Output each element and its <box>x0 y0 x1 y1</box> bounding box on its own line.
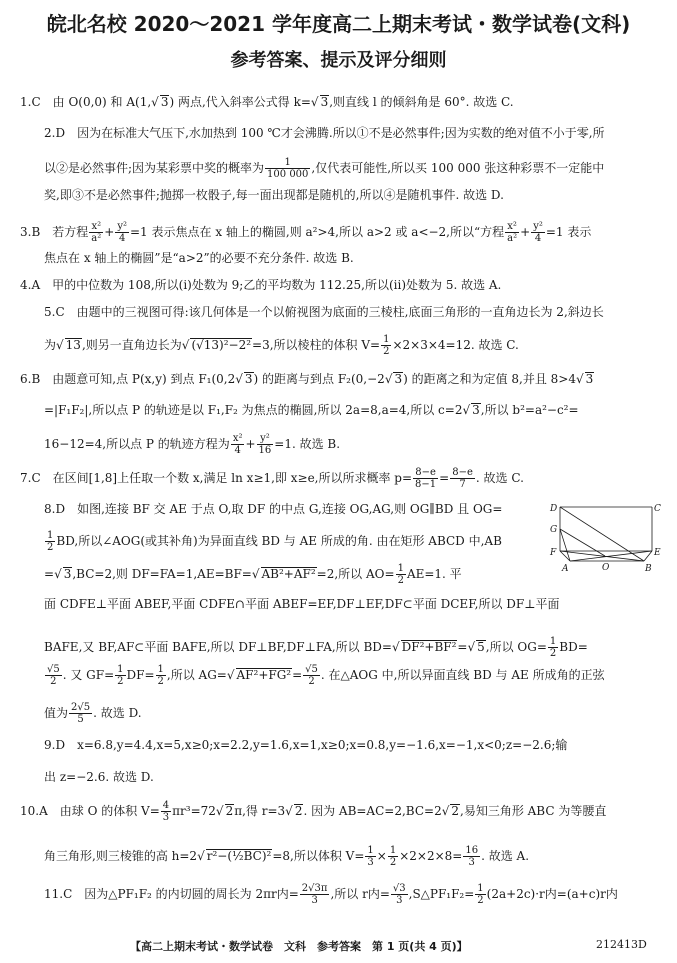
solution-line <box>44 305 662 319</box>
fraction-denominator: 4 <box>118 233 126 244</box>
fraction-denominator: 3 <box>468 857 475 868</box>
radicand: 3 <box>394 372 403 386</box>
text-run: ) 的距离之和为定值 8,并且 8>4 <box>403 372 577 386</box>
radical-sign: √ <box>441 804 450 818</box>
solution-line <box>44 636 662 659</box>
answer-subtitle: 参考答案、提示及评分细则 <box>230 50 447 71</box>
fraction <box>265 157 310 180</box>
text-run: 6.B 由题意可知,点 P(x,y) 到点 F₁(0,2 <box>20 372 236 386</box>
text-run: 9.D x=6.8,y=4.4,x=5,x≥0;x=2.2,y=1.6,x=1,x≥0;x=0.8,y=−1.6,x=−1,x<0;z=−2.6;输 <box>44 738 568 752</box>
fraction <box>505 221 519 244</box>
fraction <box>303 664 320 687</box>
text-run: ,所以 AG= <box>166 668 227 682</box>
text-run: 为 <box>44 338 57 352</box>
fraction-numerator: 1 <box>47 530 54 541</box>
fraction-denominator: 3 <box>396 895 403 906</box>
fraction-denominator: 16 <box>258 445 272 456</box>
radicand: 5 <box>477 640 485 654</box>
text-run: + <box>245 437 256 451</box>
radical <box>56 338 82 352</box>
radicand: 3 <box>472 403 480 417</box>
radical <box>462 403 480 417</box>
fraction-denominator: 2 <box>397 575 404 586</box>
fraction-denominator: 2 <box>157 676 164 687</box>
fraction <box>156 664 166 687</box>
fraction-numerator: 1 <box>383 334 390 345</box>
solution-line <box>44 702 662 725</box>
text-run: 10.A 由球 O 的体积 V= <box>20 804 160 818</box>
fraction-numerator: 1 <box>477 883 484 894</box>
fraction-denominator: 3 <box>162 812 170 823</box>
text-run: ,所以 r内= <box>330 887 390 901</box>
text-run: 以②是必然事件;因为某彩票中奖的概率为 <box>44 161 265 175</box>
solution-line <box>44 664 662 687</box>
radical <box>392 640 457 654</box>
text-run: = <box>457 640 468 654</box>
text-run: . 故选 A. <box>481 849 530 863</box>
fraction-numerator: x² <box>505 221 519 233</box>
text-run: BD,所以∠AOG(或其补角)为异面直线 BD 与 AE 所成的角. 由在矩形 ABCD 中,AB <box>56 534 502 548</box>
label-g: G <box>550 525 558 535</box>
radical <box>576 372 594 386</box>
text-run: ×2×2×8= <box>399 849 463 863</box>
fraction-denominator: 2 <box>308 676 315 687</box>
text-run: ×2×3×4=12. 故选 C. <box>392 338 519 352</box>
fraction-numerator: 1 <box>265 157 310 169</box>
text-run: = <box>44 567 55 581</box>
fraction-numerator: 1 <box>157 664 164 675</box>
text-run: 8.D 如图,连接 BF 交 AE 于点 O,取 DF 的中点 G,连接 OG,AG,则 OG∥BD 且 OG= <box>44 502 503 516</box>
text-run: =1 表示焦点在 x 轴上的椭圆,则 a²>4,所以 a>2 或 a<−2,所以“方程 <box>130 225 505 239</box>
radical-sign: √ <box>384 372 393 386</box>
label-e: E <box>654 548 661 558</box>
radicand: 3 <box>244 372 253 386</box>
radicand: 3 <box>320 95 329 109</box>
radical-sign: √ <box>56 338 64 352</box>
fraction-denominator: 4 <box>534 233 542 244</box>
text-run: = <box>439 471 450 485</box>
text-run: ) 两点,代入斜率公式得 k= <box>169 95 311 109</box>
solution-line <box>44 334 662 357</box>
fraction-denominator: 8−1 <box>415 479 437 490</box>
radicand: (√13)²−2² <box>191 338 252 352</box>
fraction-numerator: 1 <box>397 563 404 574</box>
radical <box>197 849 272 863</box>
fraction-numerator: 2√5 <box>71 702 91 713</box>
fraction-numerator: 1 <box>549 636 557 647</box>
label-o: O <box>602 563 610 573</box>
fraction-numerator: 4 <box>162 800 170 811</box>
fraction <box>475 883 485 906</box>
radical <box>54 567 72 581</box>
text-run: BAFE,又 BF,AF⊂平面 BAFE,所以 DF⊥BF,DF⊥FA,所以 BD= <box>44 640 392 654</box>
fraction <box>45 530 55 553</box>
radical-sign: √ <box>181 338 190 352</box>
text-run: =8,所以体积 V= <box>272 849 365 863</box>
solution-line <box>44 188 662 202</box>
radicand: r²−(½BC)² <box>206 849 272 863</box>
radical <box>182 338 252 352</box>
label-b: B <box>645 564 652 574</box>
radicand: 2 <box>225 804 234 818</box>
fraction-denominator: 7 <box>459 479 466 490</box>
fraction <box>257 433 274 456</box>
fraction-numerator: y² <box>257 433 274 445</box>
text-run: . 故选 C. <box>475 471 524 485</box>
fraction-denominator: 5 <box>77 714 84 725</box>
text-run: 面 CDFE⊥平面 ABEF,平面 CDFE∩平面 ABEF=EF,DF⊥EF,DF⊂平面 DCEF,所以 DF⊥平面 <box>44 597 560 611</box>
text-run: + <box>104 225 115 239</box>
radical-sign: √ <box>215 804 224 818</box>
text-run: . 因为 AB=AC=2,BC=2 <box>303 804 442 818</box>
text-run: . 又 GF= <box>62 668 115 682</box>
radical <box>252 567 317 581</box>
solution-line <box>44 738 662 752</box>
label-c: C <box>654 504 661 514</box>
radicand: 3 <box>585 372 594 386</box>
fraction-numerator: √3 <box>392 883 406 894</box>
fraction-numerator: √5 <box>47 664 60 675</box>
text-run: 角三角形,则三棱锥的高 h=2 <box>44 849 198 863</box>
radicand: 2 <box>294 804 303 818</box>
fraction-denominator: 2 <box>47 542 54 553</box>
solution-line <box>20 221 662 244</box>
radicand: 3 <box>160 95 169 109</box>
text-run: π,得 r=3 <box>234 804 286 818</box>
text-run: 1.C 由 O(0,0) 和 A(1, <box>20 95 152 109</box>
radical <box>442 804 460 818</box>
solution-line <box>44 126 662 140</box>
fraction-denominator: 2 <box>549 648 557 659</box>
radicand: AF²+FG² <box>236 668 292 682</box>
fraction-denominator: 2 <box>477 895 484 906</box>
solution-line <box>44 502 534 516</box>
fraction-denominator: a² <box>91 233 102 244</box>
text-run: 4.A 甲的中位数为 108,所以(i)处数为 9;乙的平均数为 112.25,所以(ii)处数为 5. 故选 A. <box>20 278 502 292</box>
solution-line <box>44 883 662 906</box>
segment-ae <box>570 551 652 561</box>
fraction-denominator: 3 <box>311 895 318 906</box>
text-run: 2.D 因为在标准大气压下,水加热到 100 ℃才会沸腾.所以①不是必然事件;因为实数的绝对值不小于零,所 <box>44 126 605 140</box>
fraction-denominator: 2 <box>389 857 397 868</box>
fraction-numerator: x² <box>89 221 103 233</box>
fraction <box>388 845 398 868</box>
fraction <box>69 702 92 725</box>
radical <box>216 804 234 818</box>
radical-sign: √ <box>251 567 260 581</box>
solution-line <box>20 800 662 823</box>
radical-sign: √ <box>467 640 476 654</box>
fraction <box>531 221 545 244</box>
text-run: + <box>520 225 531 239</box>
solution-line <box>44 403 662 417</box>
text-run: ) 的距离与到点 F₂(0,−2 <box>253 372 385 386</box>
fraction <box>396 563 406 586</box>
label-f: F <box>550 548 557 558</box>
radicand: DF²+BF² <box>401 640 457 654</box>
fraction <box>231 433 245 456</box>
exam-title: 皖北名校 2020～2021 学年度高二上期末考试・数学试卷(文科) <box>46 12 631 36</box>
radical-sign: √ <box>226 668 235 682</box>
radicand: 3 <box>63 567 72 581</box>
radical-sign: √ <box>310 95 319 109</box>
document-code: 212413D <box>596 938 647 951</box>
text-run: BD= <box>559 640 588 654</box>
fraction <box>381 334 391 357</box>
radicand: 2 <box>451 804 459 818</box>
fraction-numerator: 16 <box>465 845 479 856</box>
radicand: 13 <box>65 338 81 352</box>
text-run: × <box>376 849 387 863</box>
text-run: ,则直线 l 的倾斜角是 60°. 故选 C. <box>329 95 514 109</box>
text-run: =2,所以 AO= <box>316 567 395 581</box>
page-footer: 【高二上期末考试・数学试卷 文科 参考答案 第 1 页(共 4 页)】 <box>130 940 468 953</box>
text-run: . 故选 D. <box>93 706 142 720</box>
radical <box>151 95 169 109</box>
radical <box>285 804 303 818</box>
fraction-denominator: 2 <box>383 346 390 357</box>
radical-sign: √ <box>151 95 159 109</box>
fraction <box>391 883 408 906</box>
fraction-numerator: 8−e <box>452 467 473 478</box>
fraction <box>548 636 558 659</box>
radicand: AB²+AF² <box>261 567 316 581</box>
text-run: =|F₁F₂|,所以点 P 的轨迹是以 F₁,F₂ 为焦点的椭圆,所以 2a=8,a=4,所以 c=2 <box>44 403 463 417</box>
text-run: 5.C 由题中的三视图可得:该几何体是一个以俯视图为底面的三棱柱,底面三角形的一直角边长为 2,斜边长 <box>44 305 604 319</box>
radical <box>311 95 329 109</box>
radical-sign: √ <box>285 804 293 818</box>
fraction-numerator: y² <box>117 221 127 232</box>
label-a: A <box>562 564 569 574</box>
solution-line <box>44 157 662 180</box>
text-run: 11.C 因为△PF₁F₂ 的内切圆的周长为 2πr内= <box>44 887 299 901</box>
solution-line <box>20 278 662 292</box>
fraction-denominator: 2 <box>50 676 57 687</box>
geometry-figure <box>548 503 664 575</box>
radical <box>467 640 485 654</box>
radical <box>385 372 403 386</box>
solution-line <box>44 530 534 553</box>
text-run: 奖,即③不是必然事件;抛掷一枚骰子,每一面出现都是随机的,所以④是随机事件. 故选 D. <box>44 188 504 202</box>
solution-line <box>44 770 662 784</box>
radical-sign: √ <box>462 403 471 417</box>
text-run: 值为 <box>44 706 69 720</box>
solution-line <box>44 251 662 265</box>
fraction <box>463 845 480 868</box>
fraction-denominator: a² <box>507 233 518 244</box>
solution-line <box>44 563 534 586</box>
fraction <box>45 664 62 687</box>
solution-line <box>20 95 662 109</box>
fraction <box>365 845 375 868</box>
text-run: ,易知三角形 ABC 为等腰直 <box>460 804 607 818</box>
text-run: ,BC=2,则 DF=FA=1,AE=BF= <box>72 567 252 581</box>
radical-sign: √ <box>54 567 62 581</box>
fraction <box>115 664 125 687</box>
fraction-numerator: √5 <box>305 664 318 675</box>
text-run: ,则另一直角边长为 <box>81 338 182 352</box>
fraction-denominator: 3 <box>367 857 374 868</box>
fraction-numerator: 1 <box>117 664 124 675</box>
solution-line <box>44 845 662 868</box>
solution-line <box>20 467 662 490</box>
fraction-numerator: x² <box>232 433 243 444</box>
text-run: =1 表示 <box>545 225 592 239</box>
fraction-numerator: 8−e <box>413 467 438 479</box>
fraction-numerator: 1 <box>367 845 374 856</box>
fraction <box>115 221 129 244</box>
text-run: = <box>292 668 303 682</box>
fraction-denominator: 2 <box>117 676 124 687</box>
fraction <box>413 467 438 490</box>
fraction <box>300 883 330 906</box>
text-run: . 在△AOG 中,所以异面直线 BD 与 AE 所成角的正弦 <box>320 668 605 682</box>
fraction-numerator: y² <box>533 221 543 232</box>
text-run: =1. 故选 B. <box>274 437 341 451</box>
text-run: DF= <box>126 668 155 682</box>
fraction-denominator: 100 000 <box>267 169 309 180</box>
text-run: ,仅代表可能性,所以买 100 000 张这种彩票不一定能中 <box>311 161 605 175</box>
text-run: =3,所以棱柱的体积 V= <box>252 338 381 352</box>
edge-eb <box>644 551 652 561</box>
fraction <box>89 221 103 244</box>
radical-sign: √ <box>391 640 400 654</box>
text-run: (2a+2c)·r内=(a+c)r内 <box>486 887 618 901</box>
text-run: ,所以 OG= <box>485 640 547 654</box>
text-run: 出 z=−2.6. 故选 D. <box>44 770 154 784</box>
fraction <box>161 800 171 823</box>
radical-sign: √ <box>576 372 584 386</box>
fraction-numerator: 2√3π <box>301 883 328 894</box>
text-run: ,所以 b²=a²−c²= <box>480 403 579 417</box>
text-run: 焦点在 x 轴上的椭圆”是“a>2”的必要不充分条件. 故选 B. <box>44 251 354 265</box>
text-run: AE=1. 平 <box>406 567 462 581</box>
solution-line <box>44 433 662 456</box>
text-run: 16−12=4,所以点 P 的轨迹方程为 <box>44 437 230 451</box>
text-run: ,S△PF₁F₂= <box>408 887 475 901</box>
text-run: πr³=72 <box>172 804 216 818</box>
solution-line <box>44 597 662 611</box>
radical-sign: √ <box>235 372 243 386</box>
radical <box>227 668 292 682</box>
solution-line <box>20 372 662 386</box>
text-run: 7.C 在区间[1,8]上任取一个数 x,满足 ln x≥1,即 x≥e,所以所求概率 p= <box>20 471 413 485</box>
text-run: 3.B 若方程 <box>20 225 89 239</box>
radical-sign: √ <box>197 849 205 863</box>
fraction-denominator: 4 <box>234 445 241 456</box>
fraction <box>450 467 475 490</box>
fraction-numerator: 1 <box>389 845 397 856</box>
radical <box>235 372 253 386</box>
label-d: D <box>550 504 558 514</box>
